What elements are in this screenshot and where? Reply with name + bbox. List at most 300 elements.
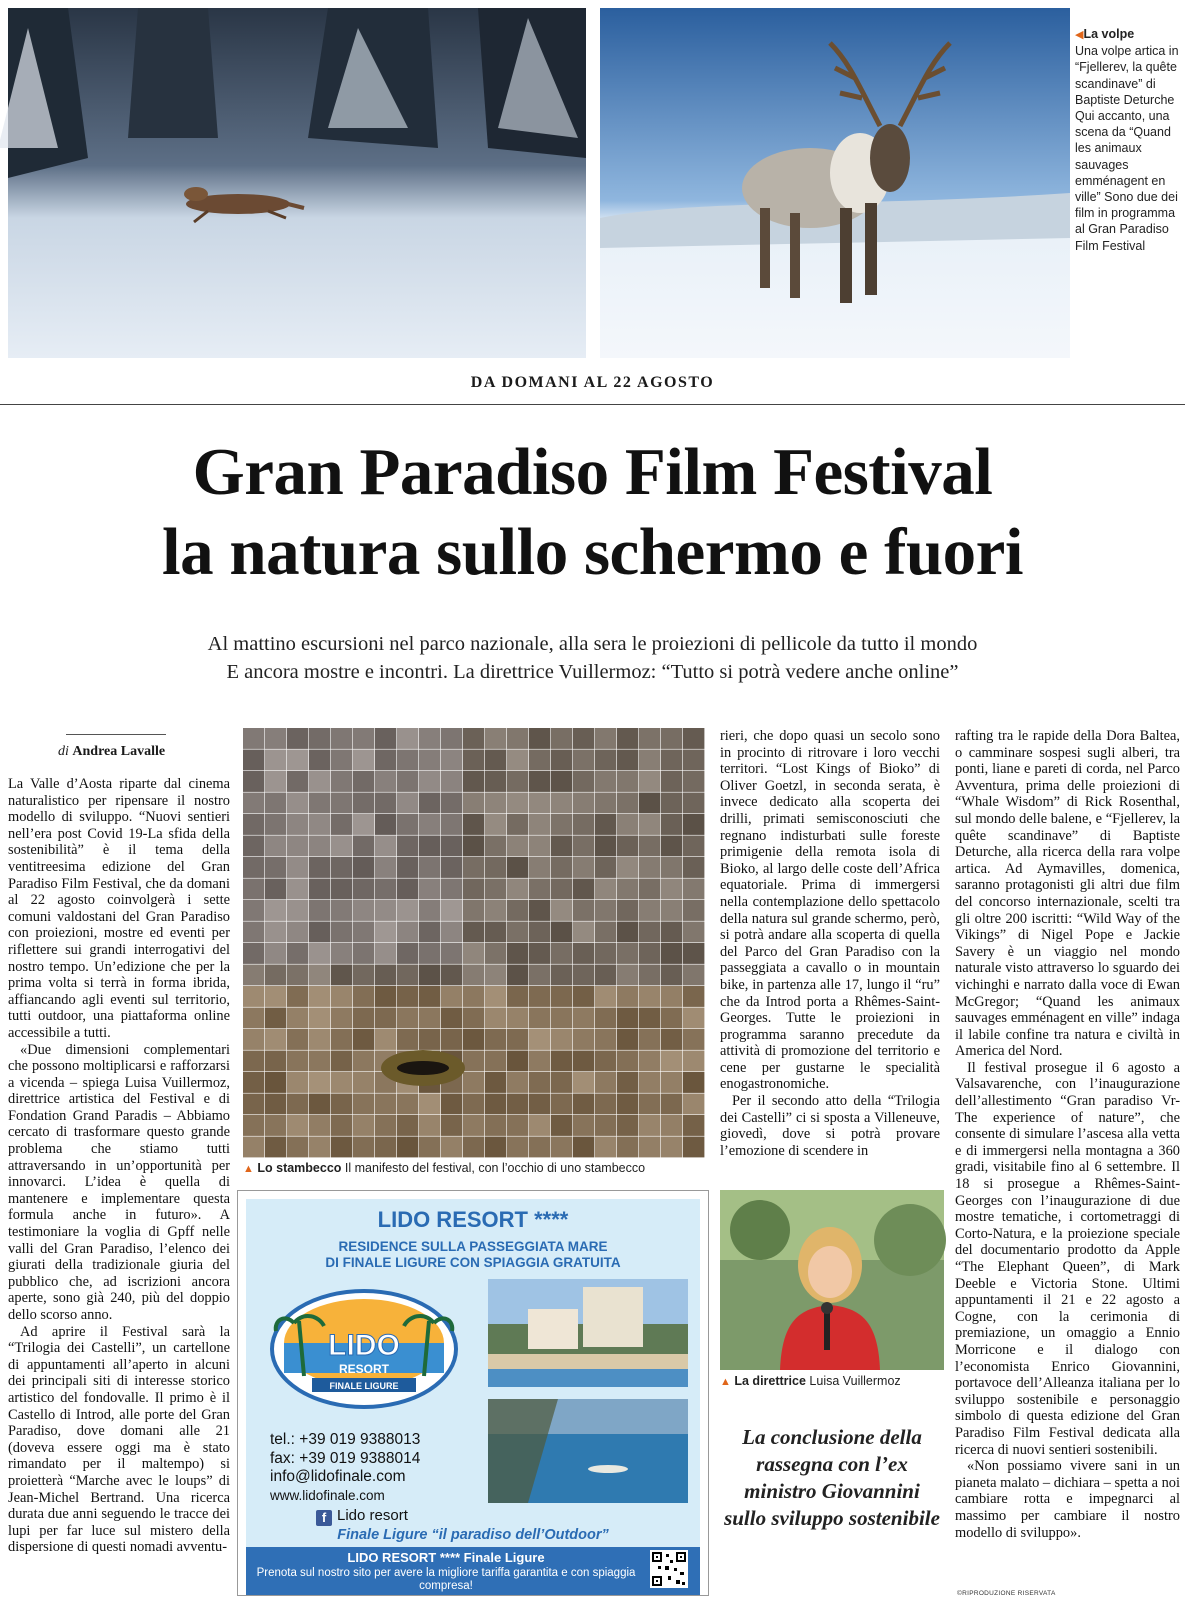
- mosaic-tile: [375, 879, 396, 900]
- mosaic-tile: [551, 879, 572, 900]
- mosaic-tile: [331, 836, 352, 857]
- mosaic-tile: [617, 1137, 638, 1158]
- mosaic-tile: [463, 1051, 484, 1072]
- mosaic-tile: [419, 986, 440, 1007]
- mosaic-tile: [595, 900, 616, 921]
- mosaic-tile: [617, 814, 638, 835]
- mosaic-tile: [353, 857, 374, 878]
- mosaic-tile: [243, 922, 264, 943]
- mosaic-tile: [551, 814, 572, 835]
- mosaic-tile: [353, 771, 374, 792]
- mosaic-tile: [485, 1137, 506, 1158]
- mosaic-tile: [419, 1029, 440, 1050]
- mosaic-tile: [287, 1029, 308, 1050]
- mosaic-tile: [529, 1094, 550, 1115]
- mosaic-tile: [287, 879, 308, 900]
- mosaic-tile: [309, 814, 330, 835]
- mosaic-tile: [331, 1008, 352, 1029]
- mosaic-tile: [463, 879, 484, 900]
- mosaic-tile: [551, 1051, 572, 1072]
- mosaic-tile: [353, 1115, 374, 1136]
- mosaic-tile: [661, 879, 682, 900]
- mosaic-tile: [595, 728, 616, 749]
- paragraph: Per il secondo atto della “Trilogia dei Castelli” ci si sposta a Villeneuve, giovedì, dove si potrà provare l’emozione di scendere in: [720, 1093, 940, 1159]
- mosaic-tile: [419, 943, 440, 964]
- mosaic-tile: [463, 857, 484, 878]
- mosaic-tile: [243, 728, 264, 749]
- mosaic-tile: [331, 1115, 352, 1136]
- mosaic-tile: [573, 943, 594, 964]
- mosaic-tile: [463, 793, 484, 814]
- mosaic-tile: [243, 1094, 264, 1115]
- mosaic-tile: [441, 1029, 462, 1050]
- mosaic-tile: [331, 1029, 352, 1050]
- mosaic-tile: [485, 857, 506, 878]
- mosaic-tile: [485, 814, 506, 835]
- mosaic-tile: [551, 943, 572, 964]
- mosaic-tile: [243, 986, 264, 1007]
- mosaic-tile: [573, 857, 594, 878]
- mosaic-tile: [309, 771, 330, 792]
- mosaic-tile: [639, 1051, 660, 1072]
- mosaic-tile: [397, 814, 418, 835]
- mosaic-tile: [551, 1115, 572, 1136]
- mosaic-tile: [507, 771, 528, 792]
- mosaic-tile: [397, 771, 418, 792]
- mosaic-tile: [617, 879, 638, 900]
- mosaic-tile: [573, 900, 594, 921]
- mosaic-tile: [683, 1115, 704, 1136]
- mosaic-tile: [265, 900, 286, 921]
- mosaic-tile: [287, 1072, 308, 1093]
- mosaic-tile: [463, 1115, 484, 1136]
- mosaic-tile: [595, 922, 616, 943]
- mosaic-tile: [397, 750, 418, 771]
- ad-fax: fax: +39 019 9388014: [270, 1449, 421, 1467]
- mosaic-tile: [661, 900, 682, 921]
- mosaic-tile: [661, 1094, 682, 1115]
- mosaic-tile: [419, 793, 440, 814]
- mosaic-tile: [309, 1137, 330, 1158]
- mosaic-tile: [507, 900, 528, 921]
- headline: [0, 432, 1185, 592]
- mosaic-tile: [287, 1008, 308, 1029]
- mosaic-tile: [463, 1072, 484, 1093]
- mosaic-tile: [265, 1029, 286, 1050]
- mosaic-tile: [265, 1094, 286, 1115]
- mosaic-tile: [287, 750, 308, 771]
- mosaic-tile: [573, 771, 594, 792]
- mosaic-tile: [463, 836, 484, 857]
- paragraph: La Valle d’Aosta riparte dal cinema naturalistico per ripensare il nostro modello di sviluppo. “Nuovi sentieri nell’era post Covid 19-La sfida della sostenibilità” è il tema della ventitreesima edizione del Gran Paradiso Film Festival, che da domani al 22 agosto coinvolgerà i sette comuni valdostani del Gran Paradiso con proiezioni, mostre ed eventi per riflettere sui grandi interrogativi del nostro tempo. Un’edizione che per la prima volta si terrà in forma ibrida, affiancando agli eventi sul territorio, tutti outdoor, una piattaforma online accessibile a tutti.: [8, 776, 230, 1041]
- paragraph: rieri, che dopo quasi un secolo sono in procinto di ritrovare i loro vecchi territori. “Lost Kings of Bioko” di Oliver Goetzl, in seconda serata, è invece dedicato alla scoperta dei drilli, primati semisconosciuti che regnano indisturbati sulle foreste primigenie della remota isola di Bioko, al largo delle coste dell’Africa equatoriale. Prima di immergersi nella contemplazione dello spettacolo della natura sul grande schermo, però, si potrà andare alla scoperta di quella del Parco del Gran Paradiso con la passeggiata a cavallo o in mountain bike, in partenza alle 17, lungo il “ru” che da Introd porta a Rhêmes-Saint-Georges. Tutte le proiezioni in programma saranno precedute da attività di promozione del territorio e cene per gustarne le specialità enogastronomiche.: [720, 728, 940, 1093]
- mosaic-tile: [683, 1051, 704, 1072]
- mosaic-tile: [441, 943, 462, 964]
- mosaic-tile: [573, 1115, 594, 1136]
- mosaic-tile: [529, 922, 550, 943]
- mosaic-tile: [485, 1094, 506, 1115]
- mosaic-tile: [595, 965, 616, 986]
- mosaic-tile: [485, 1115, 506, 1136]
- mosaic-tile: [661, 1008, 682, 1029]
- mosaic-tile: [265, 771, 286, 792]
- mosaic-tile: [595, 943, 616, 964]
- mosaic-tile: [639, 1094, 660, 1115]
- mosaic-tile: [529, 943, 550, 964]
- paragraph: «Non possiamo vivere sani in un pianeta malato – dichiara – spetta a noi cambiare rotta e impegnarci al massimo per cambiare il nostro modello di sviluppo».: [955, 1458, 1180, 1541]
- ibex-pupil: [397, 1061, 449, 1075]
- mosaic-tile: [683, 771, 704, 792]
- mosaic-tile: [309, 900, 330, 921]
- mosaic-tile: [507, 1008, 528, 1029]
- mosaic-tile: [265, 1051, 286, 1072]
- mosaic-tile: [331, 728, 352, 749]
- mosaic-tile: [419, 900, 440, 921]
- mosaic-tile: [507, 1115, 528, 1136]
- facebook-icon: f: [316, 1510, 332, 1526]
- qr-code-icon[interactable]: [650, 1550, 688, 1588]
- mosaic-tile: [265, 1137, 286, 1158]
- mosaic-tile: [661, 943, 682, 964]
- mosaic-tile: [617, 1008, 638, 1029]
- mosaic-tile: [287, 1137, 308, 1158]
- mosaic-tile: [595, 1051, 616, 1072]
- ad-email[interactable]: info@lidofinale.com: [270, 1468, 406, 1485]
- mosaic-tile: [243, 1029, 264, 1050]
- festival-poster-ibex: [243, 728, 705, 1158]
- mosaic-tile: [353, 1051, 374, 1072]
- svg-text:LIDO: LIDO: [328, 1329, 400, 1362]
- article-column-1: [8, 776, 230, 1598]
- mosaic-tile: [265, 922, 286, 943]
- mosaic-tile: [617, 771, 638, 792]
- mosaic-tile: [595, 986, 616, 1007]
- ad-phone[interactable]: tel.: +39 019 9388013: [270, 1431, 421, 1448]
- mosaic-tile: [397, 922, 418, 943]
- mosaic-tile: [309, 1029, 330, 1050]
- subheadline-line-2: E ancora mostre e incontri. La direttrice Vuillermoz: “Tutto si potrà vedere anche online”: [226, 661, 959, 683]
- mosaic-tile: [485, 965, 506, 986]
- mosaic-tile: [573, 1094, 594, 1115]
- ad-website[interactable]: www.lidofinale.com: [270, 1487, 385, 1503]
- mosaic-tile: [661, 1137, 682, 1158]
- mosaic-tile: [573, 728, 594, 749]
- mosaic-tile: [595, 1029, 616, 1050]
- mosaic-tile: [463, 750, 484, 771]
- mosaic-tile: [353, 943, 374, 964]
- headline-line-1: Gran Paradiso Film Festival: [192, 435, 993, 509]
- mosaic-tile: [639, 1008, 660, 1029]
- mosaic-tile: [309, 728, 330, 749]
- photo-caption-top: ◀La volpe Una volpe artica in “Fjellerev, la quête scandinave” di Baptiste Deturche Qui accanto, una scena da “Quand les animaux sauvages emménagent en ville” Sono due dei film in programma al Gran Paradiso Film Festival: [1075, 27, 1179, 253]
- mosaic-tile: [595, 1072, 616, 1093]
- mosaic-tile: [617, 793, 638, 814]
- mosaic-tile: [595, 1115, 616, 1136]
- mosaic-tile: [507, 793, 528, 814]
- mosaic-tile: [441, 1008, 462, 1029]
- mosaic-tile: [639, 986, 660, 1007]
- mosaic-tile: [375, 1137, 396, 1158]
- mosaic-tile: [397, 900, 418, 921]
- mosaic-tile: [309, 750, 330, 771]
- mosaic-tile: [639, 728, 660, 749]
- mosaic-tile: [309, 965, 330, 986]
- mosaic-tile: [639, 900, 660, 921]
- mosaic-tile: [529, 1115, 550, 1136]
- mosaic-tile: [375, 771, 396, 792]
- mosaic-tile: [551, 750, 572, 771]
- mosaic-tile: [573, 1008, 594, 1029]
- mosaic-tile: [243, 1115, 264, 1136]
- mosaic-tile: [441, 1115, 462, 1136]
- mosaic-tile: [595, 814, 616, 835]
- mosaic-tile: [551, 1072, 572, 1093]
- mosaic-tile: [507, 728, 528, 749]
- mosaic-tile: [419, 1115, 440, 1136]
- mosaic-tile: [287, 857, 308, 878]
- mosaic-tile: [595, 836, 616, 857]
- paragraph: Il festival prosegue il 6 agosto a Valsavarenche, con l’inaugurazione dell’allestimento “Gran paradiso Vr-The experience of nature”, che consente di simulare l’ascesa alla vetta e di immergersi nella montagna a 360 gradi, visitabile fino al 6 settembre. Il 18 si prosegue a Rhêmes-Saint-Georges con l’inaugurazione di due mostre tematiche, i cortometraggi di Corto-Natura, e la proiezione speciale del documentario prodotto da Apple “The Elephant Queen”, di Mark Deeble e Victoria Stone. Ultimi appuntamenti il 21 e 22 agosto a Cogne, con la cerimonia di premiazione, un omaggio a Ennio Morricone e il dialogo con l’economista Enrico Giovannini, portavoce dell’Alleanza italiana per lo sviluppo sostenibile e personaggio simbolo di questa edizione del Gran Paradiso Film Festival dedicata alla ricerca di nuovi sentieri sostenibili.: [955, 1059, 1180, 1458]
- mosaic-tile: [397, 943, 418, 964]
- mosaic-tile: [683, 1029, 704, 1050]
- poster-caption: ▲ Lo stambecco Il manifesto del festival, con l’occhio di uno stambecco: [243, 1161, 646, 1175]
- mosaic-tile: [683, 879, 704, 900]
- mosaic-tile: [309, 943, 330, 964]
- mosaic-tile: [617, 1094, 638, 1115]
- mosaic-tile: [419, 879, 440, 900]
- mosaic-tile: [529, 793, 550, 814]
- mosaic-tile: [397, 836, 418, 857]
- mosaic-tile: [419, 965, 440, 986]
- mosaic-tile: [463, 814, 484, 835]
- mosaic-tile: [397, 857, 418, 878]
- mosaic-tile: [419, 814, 440, 835]
- mosaic-tile: [353, 1029, 374, 1050]
- mosaic-tile: [309, 1072, 330, 1093]
- mosaic-tile: [331, 750, 352, 771]
- mosaic-tile: [683, 793, 704, 814]
- mosaic-tile: [485, 750, 506, 771]
- mosaic-tile: [463, 1008, 484, 1029]
- mosaic-tile: [331, 1051, 352, 1072]
- divider: [0, 404, 1185, 405]
- mosaic-tile: [507, 965, 528, 986]
- mosaic-tile: [683, 943, 704, 964]
- mosaic-tile: [661, 771, 682, 792]
- ad-panel: [246, 1199, 700, 1592]
- ad-photo-sea: [488, 1399, 688, 1503]
- mosaic-tile: [639, 750, 660, 771]
- mosaic-tile: [529, 771, 550, 792]
- mosaic-tile: [441, 728, 462, 749]
- author-name: Andrea Lavalle: [72, 744, 166, 759]
- mosaic-tile: [661, 857, 682, 878]
- mosaic-tile: [243, 836, 264, 857]
- mosaic-tile: [463, 986, 484, 1007]
- mosaic-tile: [507, 836, 528, 857]
- mosaic-tile: [243, 1072, 264, 1093]
- mosaic-tile: [353, 879, 374, 900]
- mosaic-tile: [287, 922, 308, 943]
- article-column-4: [955, 728, 1180, 1586]
- mosaic-tile: [463, 943, 484, 964]
- mosaic-tile: [463, 922, 484, 943]
- mosaic-tile: [331, 814, 352, 835]
- mosaic-tile: [397, 1115, 418, 1136]
- mosaic-tile: [287, 836, 308, 857]
- mosaic-tile: [551, 793, 572, 814]
- mosaic-tile: [507, 1137, 528, 1158]
- mosaic-tile: [551, 728, 572, 749]
- mosaic-tile: [485, 900, 506, 921]
- mosaic-tile: [507, 943, 528, 964]
- mosaic-tile: [617, 750, 638, 771]
- mosaic-tile: [573, 965, 594, 986]
- mosaic-tile: [551, 1029, 572, 1050]
- mosaic-tile: [375, 986, 396, 1007]
- mosaic-tile: [353, 922, 374, 943]
- mosaic-tile: [243, 879, 264, 900]
- mosaic-tile: [309, 857, 330, 878]
- mosaic-tile: [617, 1115, 638, 1136]
- mosaic-tile: [397, 965, 418, 986]
- byline: di Andrea Lavalle: [58, 744, 166, 759]
- mosaic-tile: [661, 836, 682, 857]
- mosaic-tile: [441, 879, 462, 900]
- mosaic-tile: [683, 986, 704, 1007]
- mosaic-tile: [397, 728, 418, 749]
- mosaic-tile: [419, 728, 440, 749]
- mosaic-tile: [485, 879, 506, 900]
- mosaic-tile: [683, 1008, 704, 1029]
- mosaic-tile: [507, 922, 528, 943]
- mosaic-tile: [529, 836, 550, 857]
- mosaic-tile: [661, 965, 682, 986]
- mosaic-tile: [507, 1029, 528, 1050]
- mosaic-tile: [529, 728, 550, 749]
- mosaic-tile: [397, 1094, 418, 1115]
- paragraph: Ad aprire il Festival sarà la “Trilogia dei Castelli”, un cartellone di appuntamenti all’aperto in alcuni dei principali siti di interesse storico artistico del fondovalle. Il primo è il Castello di Introd, alle porte del Gran Paradiso, dove domani alle 21 (doveva essere oggi ma è stato rimandato per il maltempo) si proietterà “Marche avec le loups” di Jean-Michel Bertrand. Una ricerca durata due anni seguendo le tracce dei lupi per far luce sul mistero della dispersione di questi nomadi avventu-: [8, 1323, 230, 1556]
- mosaic-tile: [639, 965, 660, 986]
- mosaic-tile: [243, 814, 264, 835]
- mosaic-tile: [243, 1008, 264, 1029]
- mosaic-tile: [639, 922, 660, 943]
- mosaic-tile: [309, 1008, 330, 1029]
- mosaic-tile: [639, 1029, 660, 1050]
- ad-facebook[interactable]: f Lido resort: [316, 1507, 408, 1526]
- mosaic-tile: [265, 943, 286, 964]
- mosaic-tile: [617, 965, 638, 986]
- headline-line-2: la natura sullo schermo e fuori: [161, 515, 1024, 589]
- mosaic-tile: [683, 922, 704, 943]
- mosaic-tile: [551, 922, 572, 943]
- mosaic-tile: [573, 1051, 594, 1072]
- mosaic-tile: [529, 1008, 550, 1029]
- mosaic-tile: [309, 793, 330, 814]
- mosaic-tile: [463, 965, 484, 986]
- caption-arrow-icon: ▲: [720, 1376, 731, 1388]
- mosaic-tile: [287, 1051, 308, 1072]
- mosaic-tile: [353, 1137, 374, 1158]
- mosaic-tile: [595, 750, 616, 771]
- mosaic-tile: [331, 793, 352, 814]
- ad-slogan: Finale Ligure “il paradiso dell’Outdoor”: [337, 1527, 609, 1543]
- mosaic-tile: [441, 1137, 462, 1158]
- mosaic-tile: [639, 1072, 660, 1093]
- mosaic-tile: [639, 814, 660, 835]
- ad-photo-hotel: [488, 1279, 688, 1387]
- caption-arrow-icon: ◀: [1075, 29, 1084, 41]
- mosaic-tile: [309, 922, 330, 943]
- mosaic-tile: [573, 836, 594, 857]
- mosaic-tile: [683, 1072, 704, 1093]
- mosaic-tile: [353, 814, 374, 835]
- article-column-3: [720, 728, 940, 1159]
- mosaic-tile: [287, 728, 308, 749]
- mosaic-tile: [419, 922, 440, 943]
- mosaic-tile: [353, 1008, 374, 1029]
- mosaic-tile: [331, 943, 352, 964]
- mosaic-tile: [265, 857, 286, 878]
- mosaic-tile: [485, 771, 506, 792]
- mosaic-tile: [375, 943, 396, 964]
- caption-arrow-icon: ▲: [243, 1163, 254, 1175]
- mosaic-tile: [529, 986, 550, 1007]
- mosaic-tile: [353, 1094, 374, 1115]
- mosaic-tile: [529, 879, 550, 900]
- mosaic-tile: [397, 986, 418, 1007]
- mosaic-tile: [639, 943, 660, 964]
- mosaic-tile: [243, 900, 264, 921]
- mosaic-tile: [617, 1072, 638, 1093]
- mosaic-tile: [485, 793, 506, 814]
- mosaic-tile: [353, 728, 374, 749]
- mosaic-tile: [397, 793, 418, 814]
- mosaic-tile: [287, 1094, 308, 1115]
- mosaic-tile: [309, 1094, 330, 1115]
- photo-reindeer: [600, 8, 1070, 358]
- mosaic-tile: [551, 1137, 572, 1158]
- mosaic-tile: [375, 965, 396, 986]
- mosaic-tile: [309, 1115, 330, 1136]
- mosaic-tile: [485, 728, 506, 749]
- mosaic-tile: [683, 814, 704, 835]
- mosaic-tile: [639, 857, 660, 878]
- mosaic-tile: [683, 836, 704, 857]
- mosaic-tile: [485, 943, 506, 964]
- mosaic-tile: [683, 1137, 704, 1158]
- mosaic-tile: [683, 1094, 704, 1115]
- mosaic-tile: [265, 986, 286, 1007]
- mosaic-tile: [683, 965, 704, 986]
- mosaic-tile: [639, 1137, 660, 1158]
- mosaic-tile: [661, 922, 682, 943]
- mosaic-tile: [507, 986, 528, 1007]
- mosaic-tile: [243, 1137, 264, 1158]
- mosaic-tile: [287, 814, 308, 835]
- mosaic-tile: [507, 750, 528, 771]
- lido-resort-ad[interactable]: [237, 1190, 709, 1596]
- mosaic-tile: [243, 771, 264, 792]
- mosaic-tile: [595, 879, 616, 900]
- mosaic-tile: [287, 900, 308, 921]
- mosaic-tile: [463, 900, 484, 921]
- mosaic-tile: [375, 1094, 396, 1115]
- mosaic-tile: [309, 836, 330, 857]
- mosaic-tile: [331, 965, 352, 986]
- subheadline: [0, 630, 1185, 686]
- mosaic-tile: [551, 836, 572, 857]
